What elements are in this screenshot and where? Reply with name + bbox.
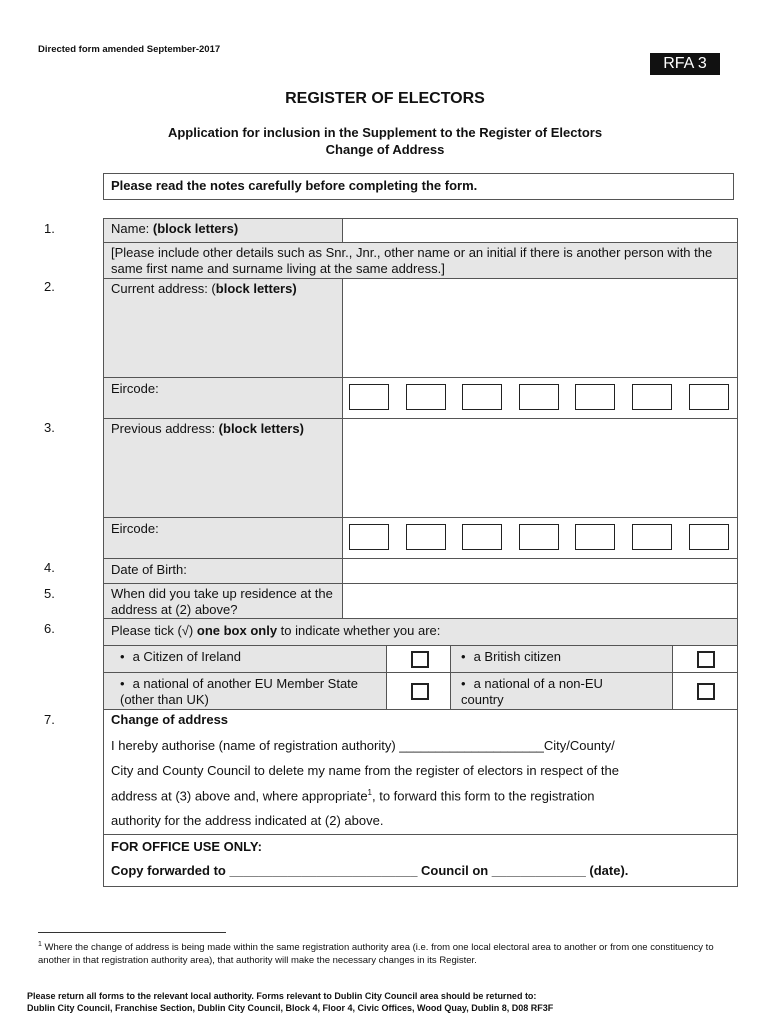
footnote-divider (38, 932, 226, 933)
footnote-reference: 1 (367, 788, 372, 797)
authorisation-line-2: City and County Council to delete my name from the register of electors in respect of the (111, 763, 619, 778)
current-eircode-box[interactable] (632, 384, 672, 410)
dob-field[interactable] (342, 558, 738, 584)
name-note: [Please include other details such as Snr., Jnr., other name or an initial if there is another person with the same first name and surname living at the same address.] (103, 242, 738, 279)
return-instructions-line-1: Please return all forms to the relevant local authority. Forms relevant to Dublin City Council area should be returned to: (27, 991, 537, 1001)
option-eu-national: • a national of another EU Member State (other than UK) (103, 672, 387, 710)
current-eircode-label: Eircode: (103, 377, 343, 419)
previous-eircode-box[interactable] (575, 524, 615, 550)
option-non-eu-tick-cell (672, 672, 738, 710)
previous-eircode-label: Eircode: (103, 517, 343, 559)
subtitle-line-1: Application for inclusion in the Supplement to the Register of Electors (167, 125, 603, 140)
page-title: REGISTER OF ELECTORS (285, 90, 485, 107)
eu-national-checkbox[interactable] (411, 683, 429, 700)
british-citizen-checkbox[interactable] (697, 651, 715, 668)
number-4: 4. (44, 560, 55, 575)
current-address-label: Current address: (block letters) (103, 278, 343, 378)
footnote: $^1$ Where the change of address is being made within the same registration authority area (i.e. from one local electoral area to another or from one constituency to another in that registration authority area), that authority will make the necessary changes in its Register. (38, 941, 714, 967)
office-use-line: Copy forwarded to __________________________ Council on _____________ (date). (111, 863, 629, 878)
page-subtitle (0, 124, 770, 158)
number-2: 2. (44, 279, 55, 294)
amended-note: Directed form amended September-2017 (38, 44, 221, 55)
previous-eircode-box[interactable] (406, 524, 446, 550)
previous-address-field[interactable] (342, 418, 738, 518)
option-eu-tick-cell (386, 672, 451, 710)
option-non-eu-national: • a national of a non-EU country (450, 672, 673, 710)
number-1: 1. (44, 221, 55, 236)
current-eircode-box[interactable] (519, 384, 559, 410)
office-use-heading: FOR OFFICE USE ONLY: (111, 839, 262, 854)
number-6: 6. (44, 621, 55, 636)
notes-banner: Please read the notes carefully before completing the form. (103, 173, 734, 200)
previous-eircode-box[interactable] (632, 524, 672, 550)
authorisation-line-1: I hereby authorise (name of registration authority) ____________________City/County/ (111, 738, 615, 753)
option-british-citizen: • a British citizen (450, 645, 673, 673)
return-instructions-line-2: Dublin City Council, Franchise Section, Dublin City Council, Block 4, Floor 4, Civic Offices, Wood Quay, Dublin 8, D08 RF3F (27, 1003, 554, 1013)
current-address-field[interactable] (342, 278, 738, 378)
previous-eircode-box[interactable] (462, 524, 502, 550)
current-eircode-box[interactable] (406, 384, 446, 410)
form-code-badge: RFA 3 (650, 53, 720, 75)
previous-eircode-box[interactable] (349, 524, 389, 550)
current-eircode-boxes (342, 377, 738, 419)
current-eircode-box[interactable] (689, 384, 729, 410)
change-of-address-heading: Change of address (111, 712, 229, 727)
option-irish-citizen: • a Citizen of Ireland (103, 645, 387, 673)
number-3: 3. (44, 420, 55, 435)
previous-eircode-box[interactable] (519, 524, 559, 550)
name-label: Name: (block letters) (103, 218, 343, 243)
name-field[interactable] (342, 218, 738, 243)
option-irish-tick-cell (386, 645, 451, 673)
previous-eircode-box[interactable] (689, 524, 729, 550)
previous-address-label: Previous address: (block letters) (103, 418, 343, 518)
subtitle-line-2: Change of Address (325, 142, 445, 157)
option-british-tick-cell (672, 645, 738, 673)
non-eu-national-checkbox[interactable] (697, 683, 715, 700)
dob-label: Date of Birth: (103, 558, 343, 584)
current-eircode-box[interactable] (575, 384, 615, 410)
authorisation-line-4: authority for the address indicated at (2) above. (111, 813, 384, 828)
number-7: 7. (44, 712, 55, 727)
residence-date-label: When did you take up residence at the address at (2) above? (103, 583, 343, 619)
number-5: 5. (44, 586, 55, 601)
citizenship-prompt: Please tick (√) one box only to indicate whether you are: (103, 618, 738, 646)
authorisation-line-3: address at (3) above and, where appropriate$^1$, to forward this form to the registration (111, 788, 595, 804)
current-eircode-box[interactable] (349, 384, 389, 410)
irish-citizen-checkbox[interactable] (411, 651, 429, 668)
previous-eircode-boxes (342, 517, 738, 559)
residence-date-field[interactable] (342, 583, 738, 619)
current-eircode-box[interactable] (462, 384, 502, 410)
